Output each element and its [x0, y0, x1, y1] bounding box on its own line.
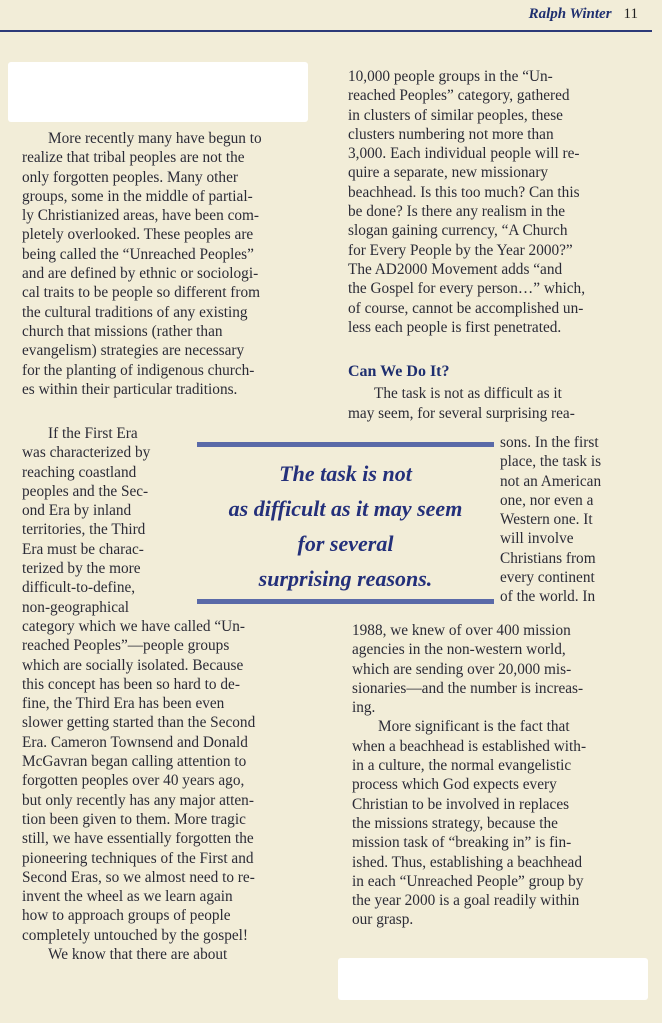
text-line: If the First Era	[48, 425, 138, 442]
text-line: be done? Is there any realism in the	[348, 203, 566, 221]
right-paragraph-2-wrapped	[500, 433, 642, 607]
text-line: reached Peoples” category, gathered	[348, 87, 570, 105]
right-column-lower	[352, 621, 644, 930]
text-line: process which God expects every	[352, 776, 557, 794]
text-line: 1988, we knew of over 400 mission	[352, 622, 571, 639]
text-line: of the world. In	[500, 588, 596, 606]
text-line: when a beachhead is established with-	[352, 737, 587, 755]
text-line: and are defined by ethnic or sociologi-	[22, 265, 259, 283]
text-line: for several	[297, 531, 394, 556]
header-rule	[0, 30, 652, 32]
text-line: in a culture, the normal evangelistic	[352, 757, 572, 775]
text-line: non-geographical	[22, 598, 130, 616]
text-line: We know that there are about	[48, 946, 228, 964]
text-line: for Every People by the Year 2000?”	[348, 241, 573, 259]
text-line: Christians from	[500, 549, 596, 567]
text-line: 10,000 people groups in the “Un-	[348, 68, 553, 85]
text-line: McGavran began calling attention to	[22, 753, 247, 771]
text-line: The AD2000 Movement adds “and	[348, 260, 563, 278]
text-line: invent the wheel as we learn again	[22, 888, 233, 906]
left-paragraph-2-wrapped	[22, 424, 197, 617]
text-line: The task is not as difficult as it	[374, 385, 562, 403]
text-line: in each “Unreached People” group by	[352, 872, 584, 890]
text-line: clusters numbering not more than	[348, 125, 554, 143]
text-line: ished. Thus, establishing a beachhead	[352, 853, 582, 871]
text-line: Second Eras, so we almost need to re-	[22, 868, 255, 886]
text-line: es within their particular traditions.	[22, 380, 238, 398]
left-column-lower	[22, 617, 322, 964]
text-line: territories, the Third	[22, 521, 146, 539]
text-line: slower getting started than the Second	[22, 714, 256, 732]
text-line: was characterized by	[22, 444, 151, 462]
right-paragraph-3	[352, 621, 644, 930]
text-line: beachhead. Is this too much? Can this	[348, 183, 580, 201]
text-line: place, the task is	[500, 453, 602, 471]
text-line: only forgotten peoples. Many other	[22, 168, 238, 186]
text-line: 3,000. Each individual people will re-	[348, 145, 580, 163]
text-line: ly Christianized areas, have been com-	[22, 207, 260, 225]
text-line: More significant is the fact that	[378, 718, 570, 736]
pull-quote-top-bar	[197, 442, 494, 447]
text-line: The task is not	[279, 461, 412, 486]
text-line: every continent	[500, 569, 595, 587]
right-column	[348, 67, 640, 337]
text-line: slogan gaining currency, “A Church	[348, 222, 568, 240]
text-line: sons. In the first	[500, 434, 599, 451]
left-paragraph-1	[22, 129, 322, 399]
text-line: Western one. It	[500, 511, 593, 529]
text-line: how to approach groups of people	[22, 907, 231, 925]
text-line: the year 2000 is a goal readily within	[352, 892, 580, 910]
text-line: as difficult as it may seem	[228, 496, 463, 521]
text-line: this concept has been so hard to de-	[22, 675, 240, 693]
text-line: our grasp.	[352, 911, 414, 929]
text-line: in clusters of similar peoples, these	[348, 106, 563, 124]
text-line: still, we have essentially forgotten the	[22, 830, 254, 848]
page-number: 11	[623, 6, 638, 22]
text-line: not an American	[500, 472, 602, 490]
text-line: being called the “Unreached Peoples”	[22, 245, 254, 263]
text-line: tion been given to them. More tragic	[22, 810, 246, 828]
text-line: mission task of “breaking in” is fin-	[352, 834, 572, 852]
left-column-wrap	[22, 424, 197, 617]
text-line: the missions strategy, because the	[352, 814, 558, 832]
text-line: reached Peoples”—people groups	[22, 637, 230, 655]
text-line: of course, cannot be accomplished un-	[348, 299, 584, 317]
text-line: quire a separate, new missionary	[348, 164, 549, 182]
text-line: ing.	[352, 699, 376, 717]
right-paragraph-2	[348, 384, 640, 423]
right-column-wrap	[500, 433, 642, 607]
text-line: Era must be charac-	[22, 540, 144, 558]
text-line: cal traits to be people so different from	[22, 284, 261, 302]
text-line: reaching coastland	[22, 463, 137, 481]
text-line: fine, the Third Era has been even	[22, 695, 225, 713]
text-line: completely untouched by the gospel!	[22, 926, 248, 944]
text-line: agencies in the non-western world,	[352, 641, 566, 659]
text-line: sionaries—and the number is increas-	[352, 679, 584, 697]
pull-quote-bottom-bar	[197, 599, 494, 604]
text-line: Era. Cameron Townsend and Donald	[22, 733, 248, 751]
text-line: church that missions (rather than	[22, 322, 223, 340]
text-line: evangelism) strategies are necessary	[22, 342, 245, 360]
text-line: difficult-to-define,	[22, 579, 136, 597]
redaction-box	[338, 958, 648, 1000]
author-name: Ralph Winter	[528, 6, 612, 22]
running-header	[529, 6, 638, 23]
text-line: peoples and the Sec-	[22, 482, 149, 500]
text-line: Christian to be involved in replaces	[352, 795, 570, 813]
text-line: pioneering techniques of the First and	[22, 849, 254, 867]
text-line: but only recently has any major atten-	[22, 791, 254, 809]
text-line: ond Era by inland	[22, 502, 132, 520]
text-line: pletely overlooked. These peoples are	[22, 226, 254, 244]
left-column	[22, 129, 322, 399]
text-line: less each people is first penetrated.	[348, 318, 562, 336]
text-line: may seem, for several surprising rea-	[348, 404, 575, 422]
left-paragraph-2-cont	[22, 617, 322, 964]
text-line: terized by the more	[22, 560, 141, 578]
text-line: forgotten peoples over 40 years ago,	[22, 772, 245, 790]
pull-quote	[197, 442, 494, 604]
text-line: for the planting of indigenous church-	[22, 361, 255, 379]
text-line: realize that tribal peoples are not the	[22, 149, 245, 167]
text-line: which are socially isolated. Because	[22, 656, 244, 674]
text-line: which are sending over 20,000 mis-	[352, 660, 572, 678]
text-line: the cultural traditions of any existing	[22, 303, 248, 321]
redaction-box	[8, 62, 308, 122]
text-line: groups, some in the middle of partial-	[22, 187, 253, 205]
text-line: category which we have called “Un-	[22, 618, 245, 635]
text-line: will involve	[500, 530, 574, 548]
right-paragraph-1	[348, 67, 640, 337]
text-line: More recently many have begun to	[48, 130, 262, 147]
text-line: surprising reasons.	[258, 566, 433, 591]
right-column-section	[348, 362, 640, 423]
text-line: one, nor even a	[500, 491, 594, 509]
section-heading: Can We Do It?	[348, 363, 450, 380]
pull-quote-text	[197, 456, 494, 596]
text-line: the Gospel for every person…” which,	[348, 280, 586, 298]
